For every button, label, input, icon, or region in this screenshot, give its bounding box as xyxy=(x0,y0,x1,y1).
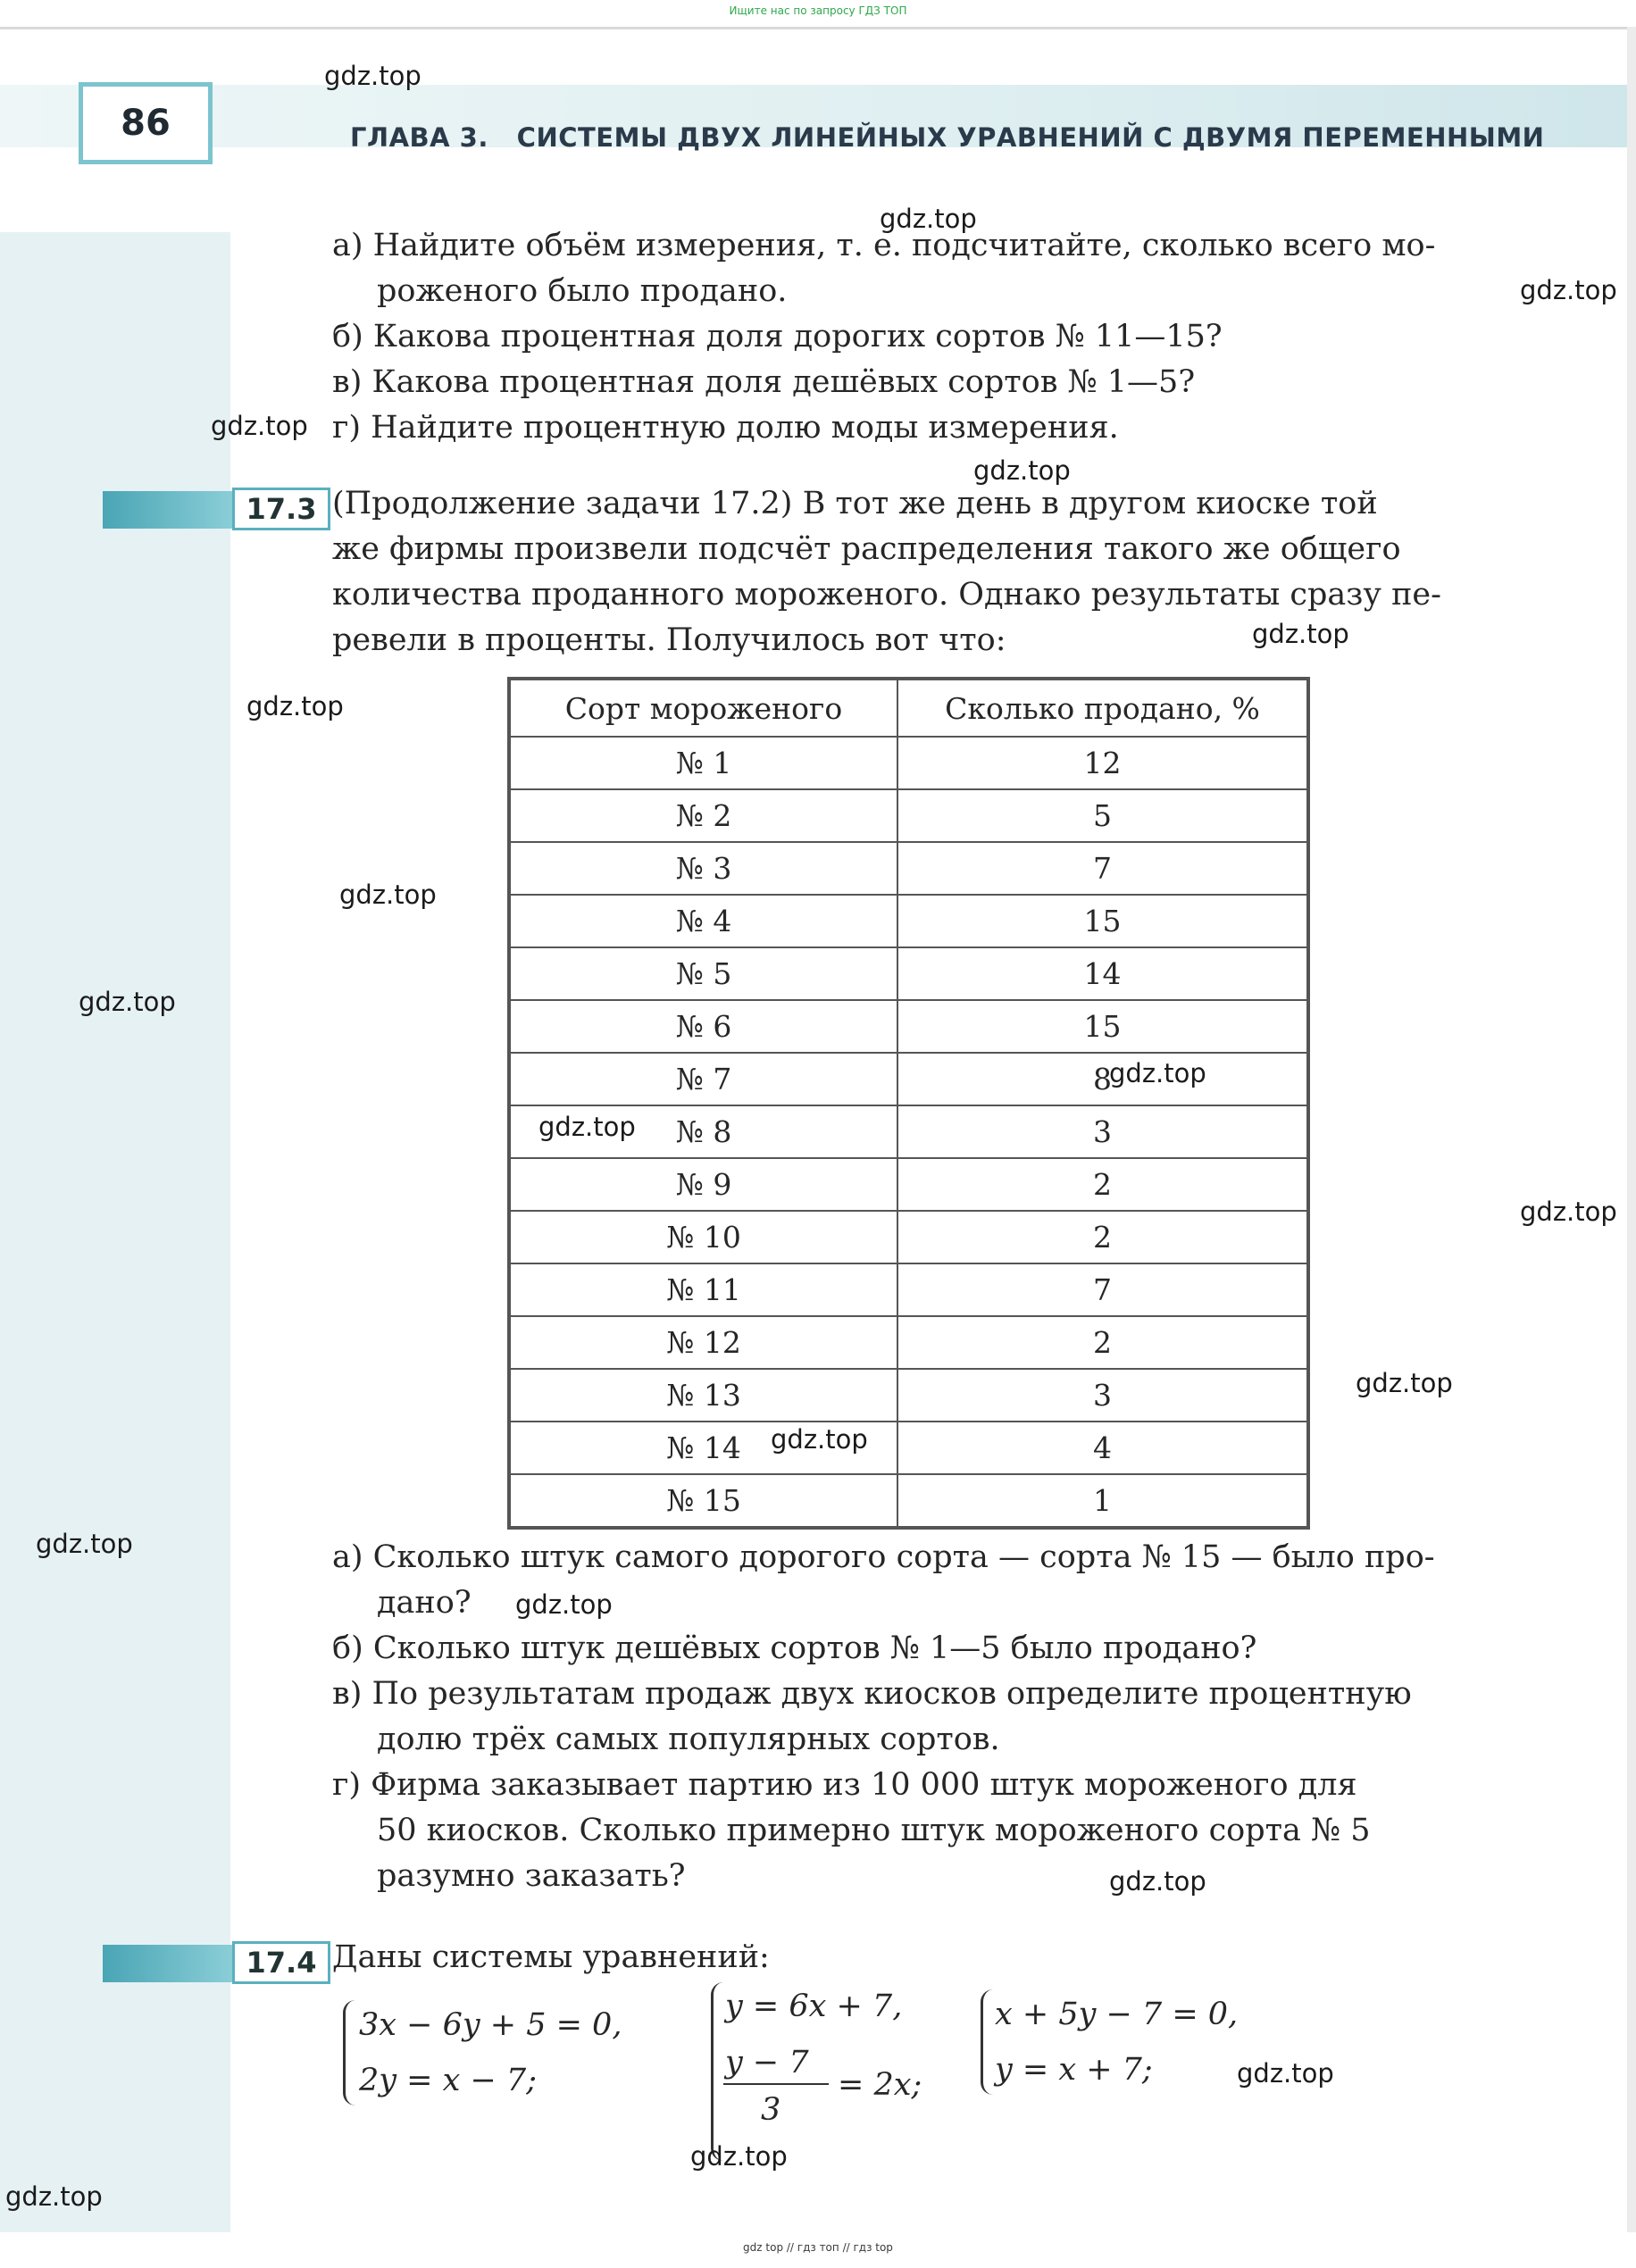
problem-17-3-question-v-line-2: долю трёх самых популярных сортов. xyxy=(377,1722,1000,1757)
chapter-name: СИСТЕМЫ ДВУХ ЛИНЕЙНЫХ УРАВНЕНИЙ С ДВУМЯ ПЕРЕМЕННЫМИ xyxy=(516,122,1545,153)
watermark: gdz.top xyxy=(246,691,344,721)
chapter-title xyxy=(350,122,1544,153)
watermark: gdz.top xyxy=(1520,275,1617,305)
promo-banner-bottom[interactable]: gdz top // гдз топ // гдз top xyxy=(743,2241,893,2254)
watermark: gdz.top xyxy=(324,61,422,91)
variety-cell: № 9 xyxy=(510,1158,897,1211)
watermark: gdz.top xyxy=(5,2181,103,2212)
percent-cell: 15 xyxy=(897,1000,1307,1053)
variety-cell: № 11 xyxy=(510,1263,897,1316)
watermark: gdz.top xyxy=(79,987,176,1017)
watermark: gdz.top xyxy=(36,1529,133,1559)
problem-number-17-4: 17.4 xyxy=(232,1941,330,1984)
percent-cell: 15 xyxy=(897,895,1307,947)
watermark: gdz.top xyxy=(1252,619,1349,649)
page-number: 86 xyxy=(79,82,213,164)
percent-cell: 8 xyxy=(897,1053,1307,1105)
table-row xyxy=(510,895,1307,947)
question-b: б) Какова процентная доля дорогих сортов № 11—15? xyxy=(332,319,1223,354)
variety-cell: № 12 xyxy=(510,1316,897,1369)
percent-cell: 2 xyxy=(897,1211,1307,1263)
table-row xyxy=(510,737,1307,789)
problem-17-3-question-a-line-2: дано? xyxy=(377,1585,472,1621)
problem-number-17-3: 17.3 xyxy=(232,488,330,530)
problem-17-3-question-v-line-1: в) По результатам продаж двух киосков определите процентную xyxy=(332,1676,1412,1712)
problem-17-3-question-b: б) Сколько штук дешёвых сортов № 1—5 было продано? xyxy=(332,1630,1257,1666)
promo-banner-top[interactable]: Ищите нас по запросу ГДЗ ТОП xyxy=(729,4,907,17)
table-row xyxy=(510,947,1307,1000)
problem-17-3-line-1: (Продолжение задачи 17.2) В тот же день в другом киоске той xyxy=(332,486,1378,521)
column-header-percent: Сколько продано, % xyxy=(897,680,1307,737)
fraction-bar xyxy=(723,2083,829,2085)
percent-cell: 2 xyxy=(897,1316,1307,1369)
percent-cell: 14 xyxy=(897,947,1307,1000)
problem-17-3-line-4: ревели в проценты. Получилось вот что: xyxy=(332,622,1006,658)
variety-cell: № 15 xyxy=(510,1474,897,1527)
percent-cell: 4 xyxy=(897,1422,1307,1474)
chapter-label: ГЛАВА 3. xyxy=(350,122,488,153)
table-header-row xyxy=(510,680,1307,737)
watermark: gdz.top xyxy=(1109,1866,1206,1897)
watermark: gdz.top xyxy=(339,880,437,910)
problem-17-3-line-2: же фирмы произвели подсчёт распределения такого же общего xyxy=(332,531,1401,567)
question-v: в) Какова процентная доля дешёвых сортов № 1—5? xyxy=(332,364,1196,400)
table-row xyxy=(510,1211,1307,1263)
watermark: gdz.top xyxy=(211,411,308,441)
watermark: gdz.top xyxy=(880,204,977,234)
problem-17-3-question-a-line-1: а) Сколько штук самого дорогого сорта — сорта № 15 — было про- xyxy=(332,1539,1435,1575)
variety-cell: № 5 xyxy=(510,947,897,1000)
problem-17-3-line-3: количества проданного мороженого. Однако результаты сразу пе- xyxy=(332,577,1441,613)
system-3-equation-2: y = x + 7; xyxy=(995,2052,1153,2088)
system-brace xyxy=(711,1982,726,2161)
table-row xyxy=(510,789,1307,842)
watermark: gdz.top xyxy=(1356,1368,1453,1398)
table-row xyxy=(510,1000,1307,1053)
variety-cell: № 6 xyxy=(510,1000,897,1053)
watermark: gdz.top xyxy=(538,1112,636,1142)
question-a-line-2: роженого было продано. xyxy=(377,273,788,309)
watermark: gdz.top xyxy=(690,2141,788,2172)
percent-cell: 3 xyxy=(897,1369,1307,1422)
problem-17-3-question-g-line-3: разумно заказать? xyxy=(377,1858,686,1894)
left-margin-column xyxy=(0,232,230,2232)
variety-cell: № 3 xyxy=(510,842,897,895)
problem-17-3-question-g-line-2: 50 киосков. Сколько примерно штук мороженого сорта № 5 xyxy=(377,1813,1371,1848)
scan-edge-top xyxy=(0,27,1636,29)
variety-cell: № 4 xyxy=(510,895,897,947)
question-a-line-1: а) Найдите объём измерения, т. е. подсчитайте, сколько всего мо- xyxy=(332,228,1436,263)
table-row xyxy=(510,1422,1307,1474)
problem-17-4-text: Даны системы уравнений: xyxy=(332,1939,770,1975)
system-2-fraction-denominator: 3 xyxy=(761,2092,781,2128)
system-1-equation-1: 3x − 6y + 5 = 0, xyxy=(359,2007,622,2043)
problem-17-3-question-g-line-1: г) Фирма заказывает партию из 10 000 штук мороженого для xyxy=(332,1767,1357,1803)
watermark: gdz.top xyxy=(1109,1058,1206,1088)
percent-cell: 7 xyxy=(897,842,1307,895)
scan-edge-right xyxy=(1627,27,1636,2232)
ice-cream-sales-table xyxy=(507,677,1310,1530)
table-row xyxy=(510,1474,1307,1527)
watermark: gdz.top xyxy=(515,1589,613,1620)
system-2-equation-2-rhs: = 2x; xyxy=(838,2067,922,2103)
table-row xyxy=(510,842,1307,895)
variety-cell: № 14 xyxy=(510,1422,897,1474)
column-header-variety: Сорт мороженого xyxy=(510,680,897,737)
system-brace xyxy=(343,2000,358,2105)
percent-cell: 1 xyxy=(897,1474,1307,1527)
question-g: г) Найдите процентную долю моды измерения. xyxy=(332,410,1119,446)
problem-tag-bar xyxy=(103,491,237,529)
percent-cell: 7 xyxy=(897,1263,1307,1316)
variety-cell: № 1 xyxy=(510,737,897,789)
table-row xyxy=(510,1158,1307,1211)
table-row xyxy=(510,1316,1307,1369)
variety-cell: № 10 xyxy=(510,1211,897,1263)
table-row xyxy=(510,1263,1307,1316)
system-2-fraction-numerator: y − 7 xyxy=(725,2045,809,2080)
system-brace xyxy=(981,1989,996,2095)
variety-cell: № 7 xyxy=(510,1053,897,1105)
watermark: gdz.top xyxy=(1237,2058,1334,2089)
percent-cell: 5 xyxy=(897,789,1307,842)
variety-cell: № 2 xyxy=(510,789,897,842)
system-2-equation-1: y = 6x + 7, xyxy=(725,1989,903,2024)
system-1-equation-2: 2y = x − 7; xyxy=(359,2063,537,2098)
watermark: gdz.top xyxy=(973,455,1071,486)
watermark: gdz.top xyxy=(771,1424,868,1455)
percent-cell: 2 xyxy=(897,1158,1307,1211)
percent-cell: 12 xyxy=(897,737,1307,789)
problem-tag-bar xyxy=(103,1945,237,1982)
percent-cell: 3 xyxy=(897,1105,1307,1158)
watermark: gdz.top xyxy=(1520,1197,1617,1227)
variety-cell: № 13 xyxy=(510,1369,897,1422)
table-row xyxy=(510,1369,1307,1422)
system-3-equation-1: x + 5y − 7 = 0, xyxy=(995,1997,1239,2032)
variety-cell: № 8 xyxy=(510,1105,897,1158)
